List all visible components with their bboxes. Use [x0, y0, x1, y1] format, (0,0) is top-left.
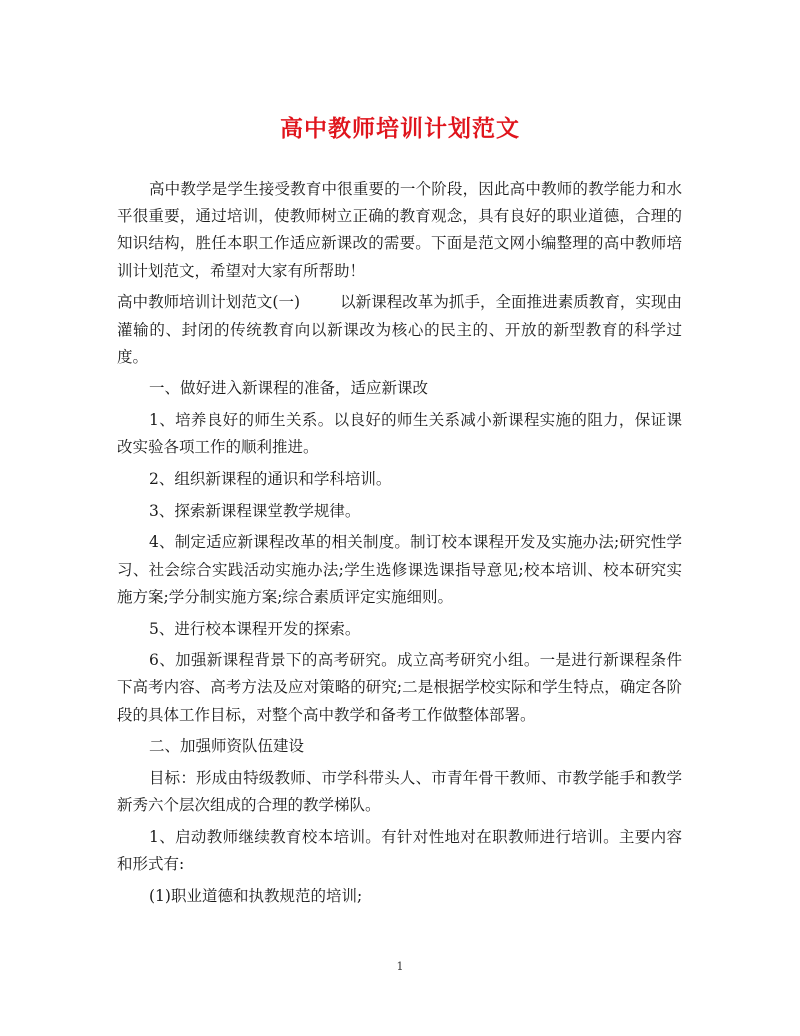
list-item: 3、探索新课程课堂教学规律。 [149, 501, 361, 520]
section-one-text: 以新课程改革为抓手，全面推进素质教育，实现由灌输的、封闭的传统教育向以新课改为核心的民主的、开放的新型教育的科学过度。 [117, 293, 682, 366]
list-item: 4、制定适应新课程改革的相关制度。制订校本课程开发及实施办法;研究性学习、社会综合实践活动实施办法;学生选修课选课指导意见;校本培训、校本研究实施方案;学分制实施方案;综合素质评定实施细则。 [117, 533, 682, 606]
heading-two: 二、加强师资队伍建设 [149, 737, 305, 756]
goal-paragraph: 目标：形成由特级教师、市学科带头人、市青年骨干教师、市教学能手和教学新秀六个层次组成的合理的教学梯队。 [117, 769, 682, 815]
section-one-paragraph [117, 289, 682, 371]
document-title: 高中教师培训计划范文 [280, 115, 520, 142]
list-item: 2、组织新课程的通识和学科培训。 [149, 470, 392, 489]
page-number: 1 [396, 960, 404, 973]
document-body [117, 176, 682, 915]
heading-one: 一、做好进入新课程的准备，适应新课改 [149, 379, 429, 398]
list-item: 1、启动教师继续教育校本培训。有针对性地对在职教师进行培训。主要内容和形式有: [117, 827, 682, 874]
list-item: 1、培养良好的师生关系。以良好的师生关系减小新课程实施的阻力，保证课改实验各项工作的顺利推进。 [117, 411, 682, 457]
intro-paragraph: 高中教学是学生接受教育中很重要的一个阶段，因此高中教师的教学能力和水平很重要，通过培训，使教师树立正确的教育观念，具有良好的职业道德，合理的知识结构，胜任本职工作适应新课改的需要。下面是范文网小编整理的高中教师培训计划范文，希望对大家有所帮助！ [117, 180, 682, 280]
section-one-label: 高中教师培训计划范文(一) [117, 293, 301, 312]
list-item: 5、进行校本课程开发的探索。 [149, 619, 361, 638]
sub-list-item: (1)职业道德和执教规范的培训; [149, 886, 363, 905]
list-item: 6、加强新课程背景下的高考研究。成立高考研究小组。一是进行新课程条件下高考内容、高考方法及应对策略的研究;二是根据学校实际和学生特点，确定各阶段的具体工作目标，对整个高中教学和备考工作做整体部署。 [117, 651, 682, 724]
